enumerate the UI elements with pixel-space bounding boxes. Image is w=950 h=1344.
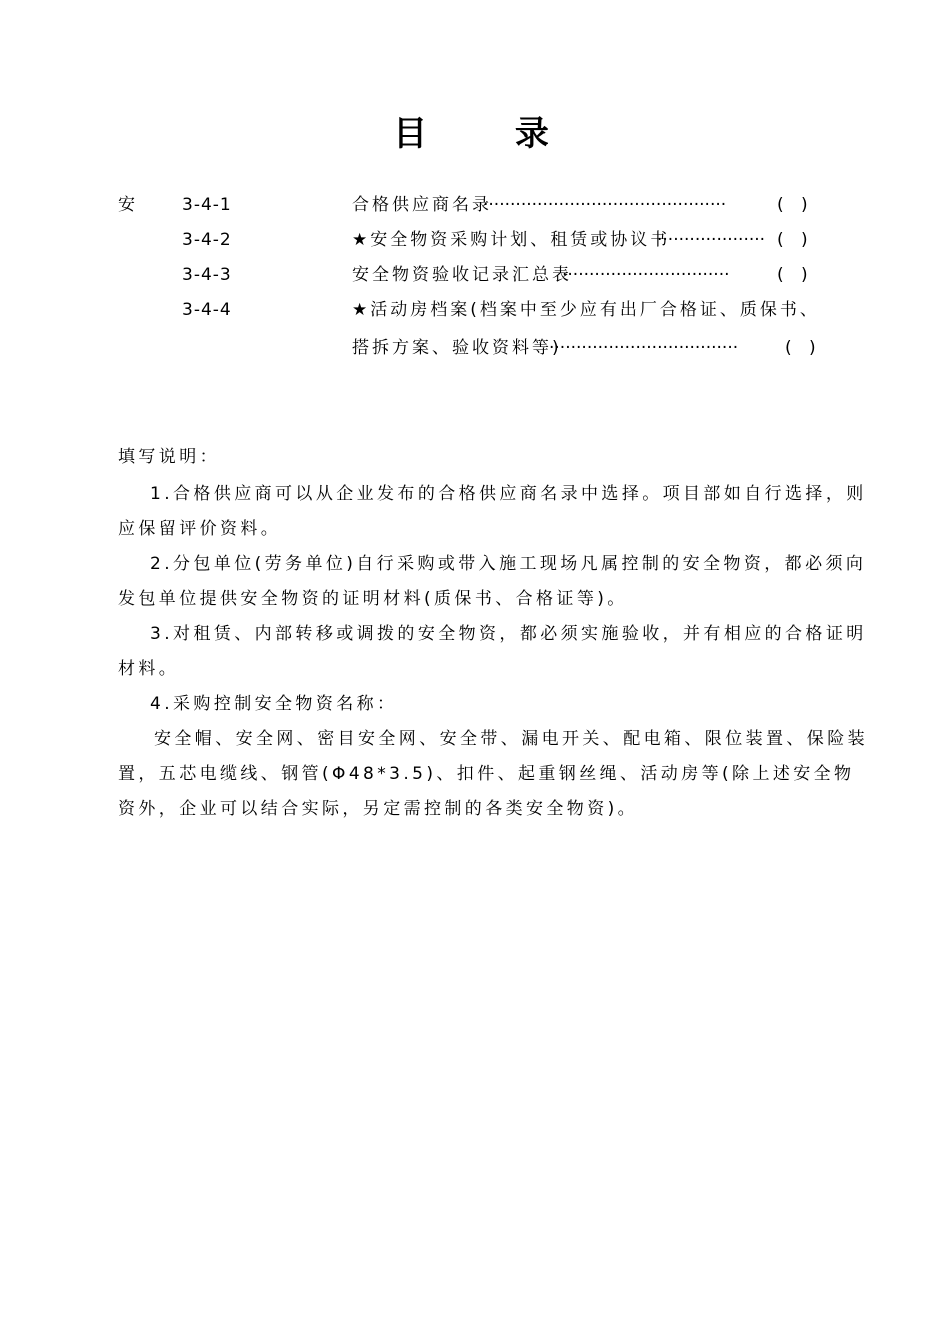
toc-entry-number: 3-4-3 [182,265,232,285]
toc-category: 安 [118,195,135,215]
toc-entry-number: 3-4-2 [182,230,232,250]
toc-page-ref: ( ) [785,338,822,358]
instructions-section [118,440,870,827]
toc-entry-number: 3-4-4 [182,300,232,320]
toc-entry-number: 3-4-1 [182,195,232,215]
instruction-item: 4.采购控制安全物资名称： [150,694,398,714]
toc-entry [0,293,950,327]
instruction-item: 1.合格供应商可以从企业发布的合格供应商名录中选择。项目部如自行选择，则应保留评价资料。 [118,484,867,539]
toc-entry-title: ★活动房档案(档案中至少应有出厂合格证、质保书、 [352,300,820,320]
toc-leader-dots: ············································· [483,195,727,215]
materials-list: 安全帽、安全网、密目安全网、安全带、漏电开关、配电箱、限位装置、保险装置，五芯电缆线、钢管(Φ48*3.5)、扣件、起重钢丝绳、活动房等(除上述安全物资外，企业可以结合实际，另定需控制的各类安全物资)。 [118,729,868,819]
toc-page-ref: ( ) [777,265,814,285]
toc-leader-dots: ······························· [562,265,730,285]
toc-entry [0,188,950,222]
toc-page-ref: ( ) [777,195,814,215]
instruction-item: 3.对租赁、内部转移或调拨的安全物资，都必须实施验收，并有相应的合格证明材料。 [118,624,867,679]
toc-entry-title: ★安全物资采购计划、租赁或协议书 [352,230,671,250]
toc-entry-title: 安全物资验收记录汇总表 [352,265,572,285]
toc-entry-title: 合格供应商名录 [352,195,492,215]
toc-leader-dots: ··································· [549,338,739,358]
toc-leader-dots: ···················· [657,230,766,250]
page-title: 目 录 [393,114,587,154]
instruction-item: 2.分包单位(劳务单位)自行采购或带入施工现场凡属控制的安全物资，都必须向发包单位提供安全物资的证明材料(质保书、合格证等)。 [118,554,867,609]
toc-entry [0,258,950,292]
toc-entry-continuation [0,331,950,365]
toc-page-ref: ( ) [777,230,814,250]
instructions-heading: 填写说明： [118,447,220,467]
toc-entry-title-continued: 搭拆方案、验收资料等) [352,338,562,358]
toc-entry [0,223,950,257]
